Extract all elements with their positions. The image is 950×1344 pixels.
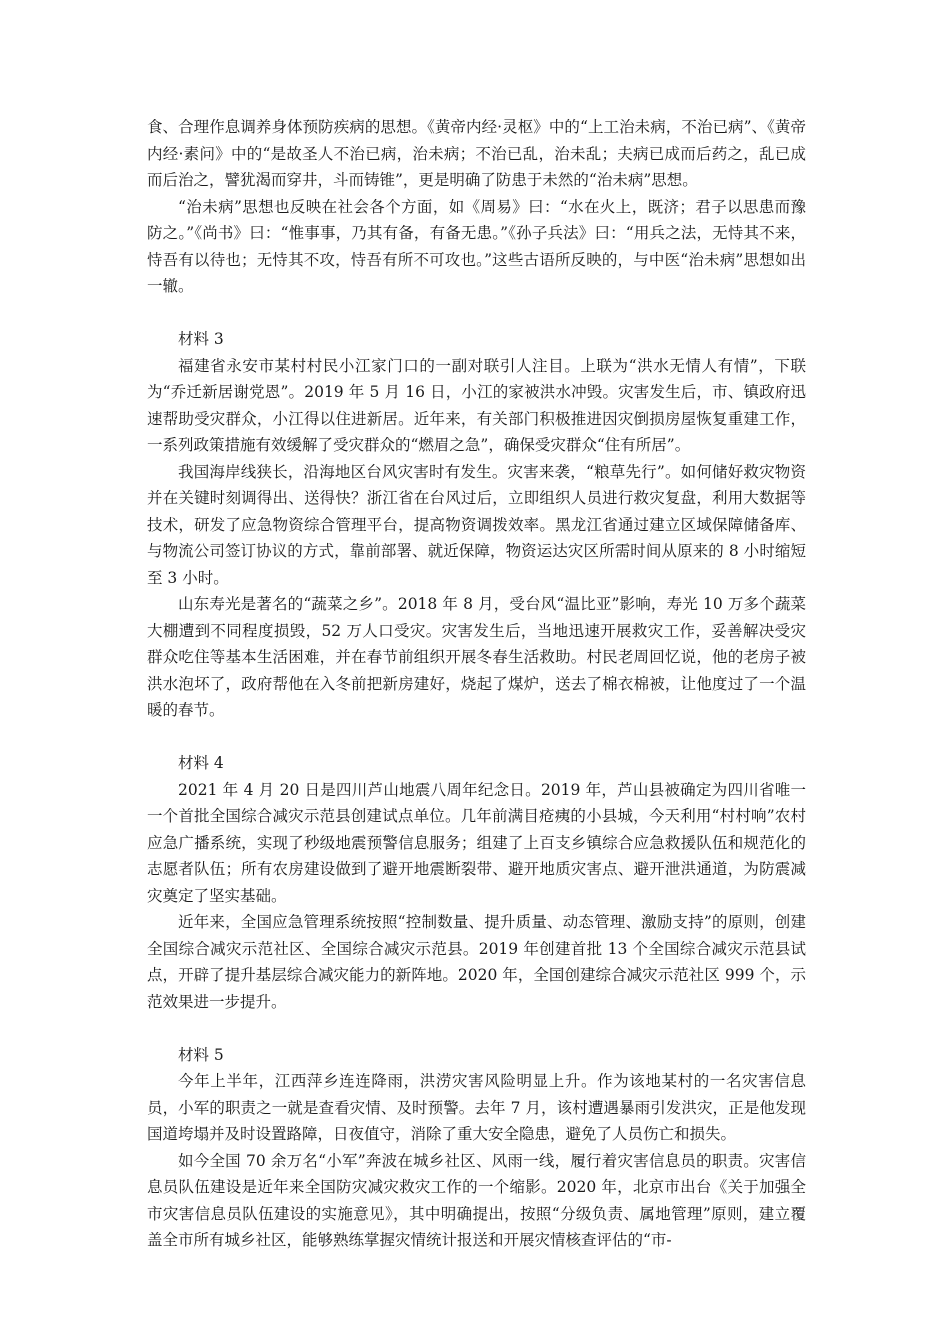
paragraph-continued: 食、合理作息调养身体预防疾病的思想。《黄帝内经·灵枢》中的“上工治未病，不治已病”、《黄帝内经·素问》中的“是故圣人不治已病，治未病；不治已乱，治未乱；夫病已成而后药之，乱已成而后治之，譬犹渴而穿井，斗而铸锥”，更是明确了防患于未然的“治未病”思想。 [147, 118, 806, 189]
paragraph-zhiweibing: “治未病”思想也反映在社会各个方面，如《周易》曰：“水在火上，既济；君子以思患而豫防之。”《尚书》曰：“惟事事，乃其有备，有备无患。”《孙子兵法》曰：“用兵之法，无恃其不来，恃吾有以待也；无恃其不攻，恃吾有所不可攻也。”这些古语所反映的，与中医“治未病”思想如出一辙。 [147, 197, 806, 295]
material-3-paragraph-3: 山东寿光是著名的“蔬菜之乡”。2018 年 8 月，受台风“温比亚”影响，寿光 10 万多个蔬菜大棚遭到不同程度损毁，52 万人口受灾。灾害发生后，当地迅速开展救灾工作，妥善解决受灾群众吃住等基本生活困难，并在春节前组织开展冬春生活救助。村民老周回忆说，他的老房子被洪水泡坏了，政府帮他在入冬前把新房建好，烧起了煤炉，送去了棉衣棉被，让他度过了一个温暖的春节。 [147, 595, 806, 719]
material-5-heading: 材料 5 [178, 1045, 224, 1064]
section-gap [147, 300, 806, 327]
material-4-heading: 材料 4 [178, 754, 224, 772]
material-5-paragraph-2: 如今全国 70 余万名“小军”奔波在城乡社区、风雨一线，履行着灾害信息员的职责。灾害信息员队伍建设是近年来全国防灾减灾救灾工作的一个缩影。2020 年，北京市出台《关于加强全市灾害信息员队伍建设的实施意见》，其中明确提出，按照“分级负责、属地管理”原则，建立覆盖全市所有城乡社区，能够熟练掌握灾情统计报送和开展灾情核查评估的“市- [147, 1151, 806, 1249]
material-3-heading: 材料 3 [178, 330, 224, 348]
document-body [147, 114, 806, 1254]
material-5-paragraph-1: 今年上半年，江西萍乡连连降雨，洪涝灾害风险明显上升。作为该地某村的一名灾害信息员，小军的职责之一就是查看灾情、及时预警。去年 7 月，该村遭遇暴雨引发洪灾，正是他发现国道垮塌并及时设置路障，日夜值守，消除了重大安全隐患，避免了人员伤亡和损失。 [147, 1072, 806, 1143]
material-3-paragraph-2: 我国海岸线狭长，沿海地区台风灾害时有发生。灾害来袭，“粮草先行”。如何储好救灾物资并在关键时刻调得出、送得快？浙江省在台风过后，立即组织人员进行救灾复盘，利用大数据等技术，研发了应急物资综合管理平台，提高物资调拨效率。黑龙江省通过建立区域保障储备库、与物流公司签订协议的方式，靠前部署、就近保障，物资运达灾区所需时间从原来的 8 小时缩短至 3 小时。 [147, 462, 806, 587]
material-3-paragraph-1: 福建省永安市某村村民小江家门口的一副对联引人注目。上联为“洪水无情人有情”，下联为“乔迁新居谢党恩”。2019 年 5 月 16 日，小江的家被洪水冲毁。灾害发生后，市、镇政府迅速帮助受灾群众，小江得以住进新居。近年来，有关部门积极推进因灾倒损房屋恢复重建工作，一系列政策措施有效缓解了受灾群众的“燃眉之急”，确保受灾群众“住有所居”。 [147, 356, 806, 454]
section-gap [147, 724, 806, 751]
material-4-paragraph-1: 2021 年 4 月 20 日是四川芦山地震八周年纪念日。2019 年，芦山县被确定为四川省唯一一个首批全国综合减灾示范县创建试点单位。几年前满目疮痍的小县城，今天利用“村村响”农村应急广播系统，实现了秒级地震预警信息服务；组建了上百支乡镇综合应急救援队伍和规范化的志愿者队伍；所有农房建设做到了避开地震断裂带、避开地质灾害点、避开泄洪通道，为防震减灾奠定了坚实基础。 [147, 780, 806, 905]
material-4-paragraph-2: 近年来，全国应急管理系统按照“控制数量、提升质量、动态管理、激励支持”的原则，创建全国综合减灾示范社区、全国综合减灾示范县。2019 年创建首批 13 个全国综合减灾示范县试点，开辟了提升基层综合减灾能力的新阵地。2020 年，全国创建综合减灾示范社区 999 个，示范效果进一步提升。 [147, 913, 806, 1011]
section-gap [147, 1015, 806, 1042]
